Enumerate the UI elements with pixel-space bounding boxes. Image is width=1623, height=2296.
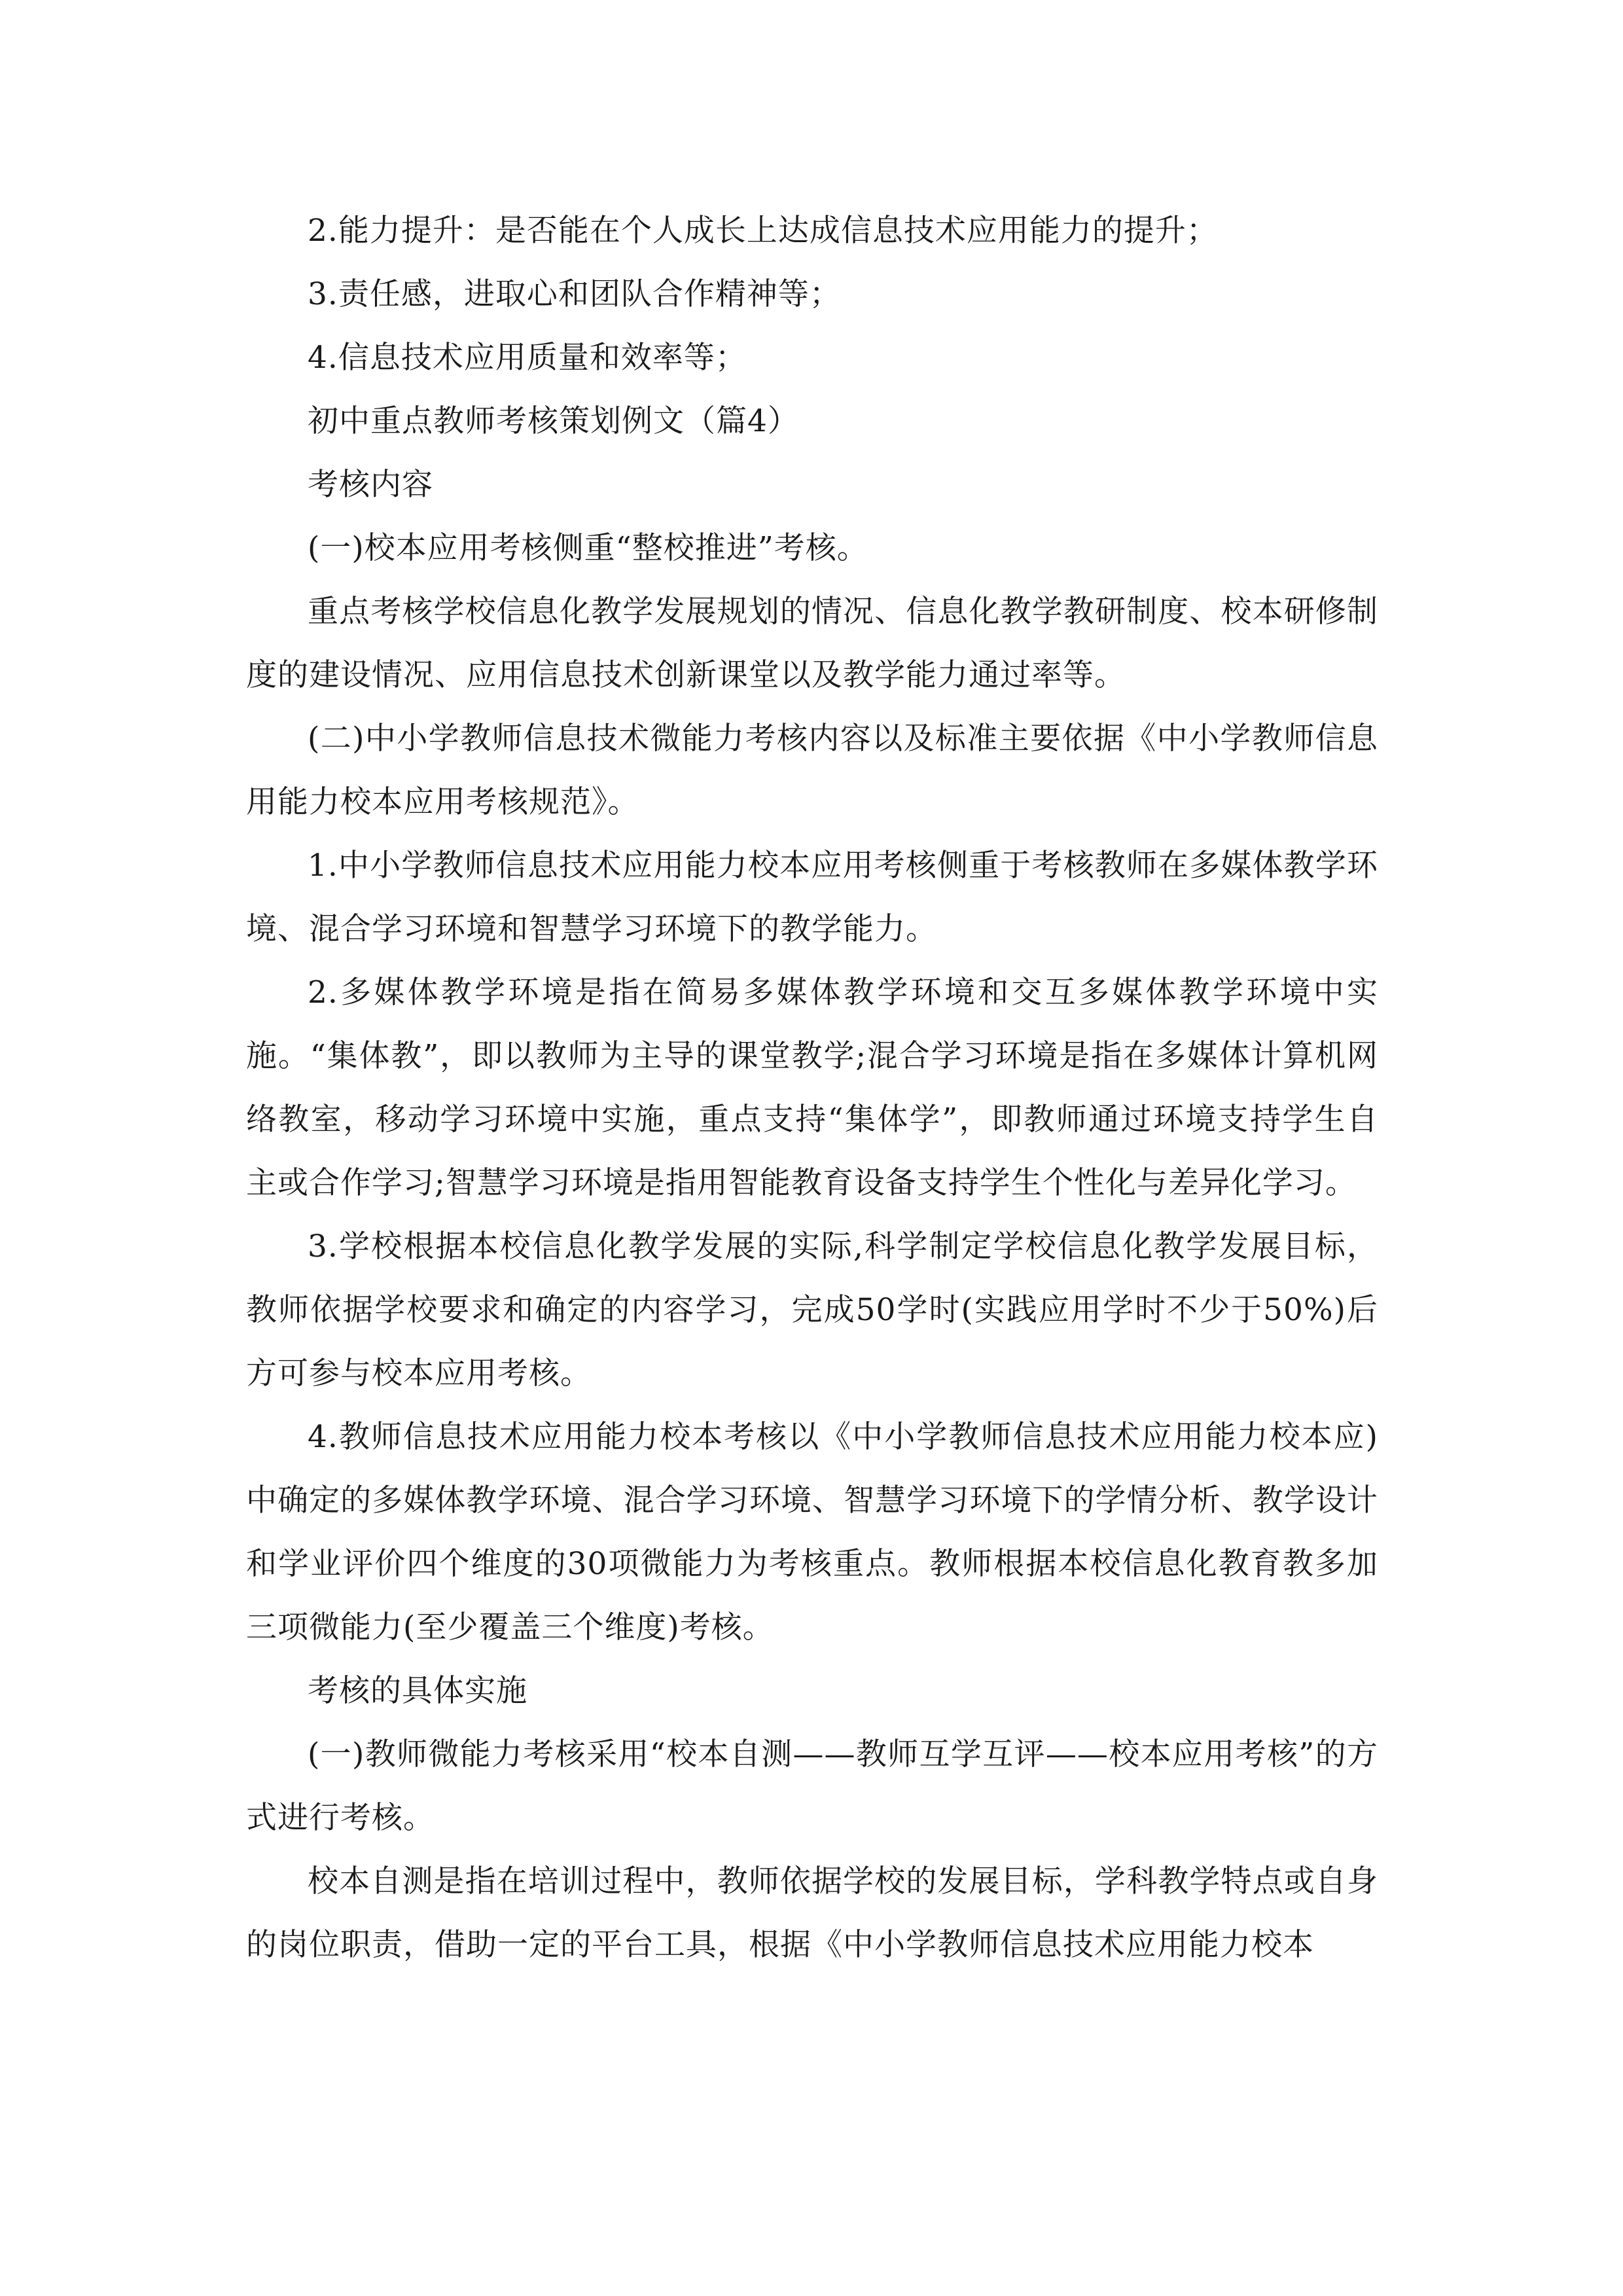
section-title: 初中重点教师考核策划例文（篇4） bbox=[308, 403, 799, 439]
document-body bbox=[246, 199, 1378, 1977]
paragraph-school-assessment: (一)校本应用考核侧重“整校推进”考核。 bbox=[308, 530, 868, 566]
paragraph-item-2: 2.多媒体教学环境是指在简易多媒体教学环境和交互多媒体教学环境中实施。“集体教”，即以教师为主导的课堂教学;混合学习环境是指在多媒体计算机网络教室，移动学习环境中实施，重点支持“集体学”，即教师通过环境支持学生自主或合作学习;智慧学习环境是指用智能教育设备支持学生个性化与差异化学习。 bbox=[246, 975, 1378, 1201]
paragraph-micro-ability-standard: (二)中小学教师信息技术微能力考核内容以及标准主要依据《中小学教师信息用能力校本应用考核规范》。 bbox=[246, 721, 1378, 820]
paragraph-item-3: 3.学校根据本校信息化教学发展的实际,科学制定学校信息化教学发展目标，教师依据学校要求和确定的内容学习，完成50学时(实践应用学时不少于50%)后方可参与校本应用考核。 bbox=[246, 1229, 1378, 1391]
paragraph-item-1: 1.中小学教师信息技术应用能力校本应用考核侧重于考核教师在多媒体教学环境、混合学习环境和智慧学习环境下的教学能力。 bbox=[246, 848, 1378, 947]
section-heading-content: 考核内容 bbox=[308, 467, 433, 503]
section-heading-implementation: 考核的具体实施 bbox=[308, 1673, 527, 1709]
paragraph-quality-efficiency: 4.信息技术应用质量和效率等； bbox=[308, 340, 747, 376]
paragraph-self-test: 校本自测是指在培训过程中，教师依据学校的发展目标，学科教学特点或自身的岗位职责，借助一定的平台工具，根据《中小学教师信息技术应用能力校本 bbox=[246, 1863, 1378, 1963]
paragraph-implementation-method: (一)教师微能力考核采用“校本自测——教师互学互评——校本应用考核”的方式进行考核。 bbox=[246, 1736, 1378, 1836]
paragraph-ability-improvement: 2.能力提升：是否能在个人成长上达成信息技术应用能力的提升； bbox=[308, 213, 1218, 249]
paragraph-key-assessment: 重点考核学校信息化教学发展规划的情况、信息化教学教研制度、校本研修制度的建设情况、应用信息技术创新课堂以及教学能力通过率等。 bbox=[246, 594, 1378, 693]
paragraph-item-4: 4.教师信息技术应用能力校本考核以《中小学教师信息技术应用能力校本应)中确定的多媒体教学环境、混合学习环境、智慧学习环境下的学情分析、教学设计和学业评价四个维度的30项微能力为考核重点。教师根据本校信息化教育教多加三项微能力(至少覆盖三个维度)考核。 bbox=[246, 1419, 1378, 1645]
paragraph-responsibility: 3.责任感，进取心和团队合作精神等； bbox=[308, 276, 841, 312]
